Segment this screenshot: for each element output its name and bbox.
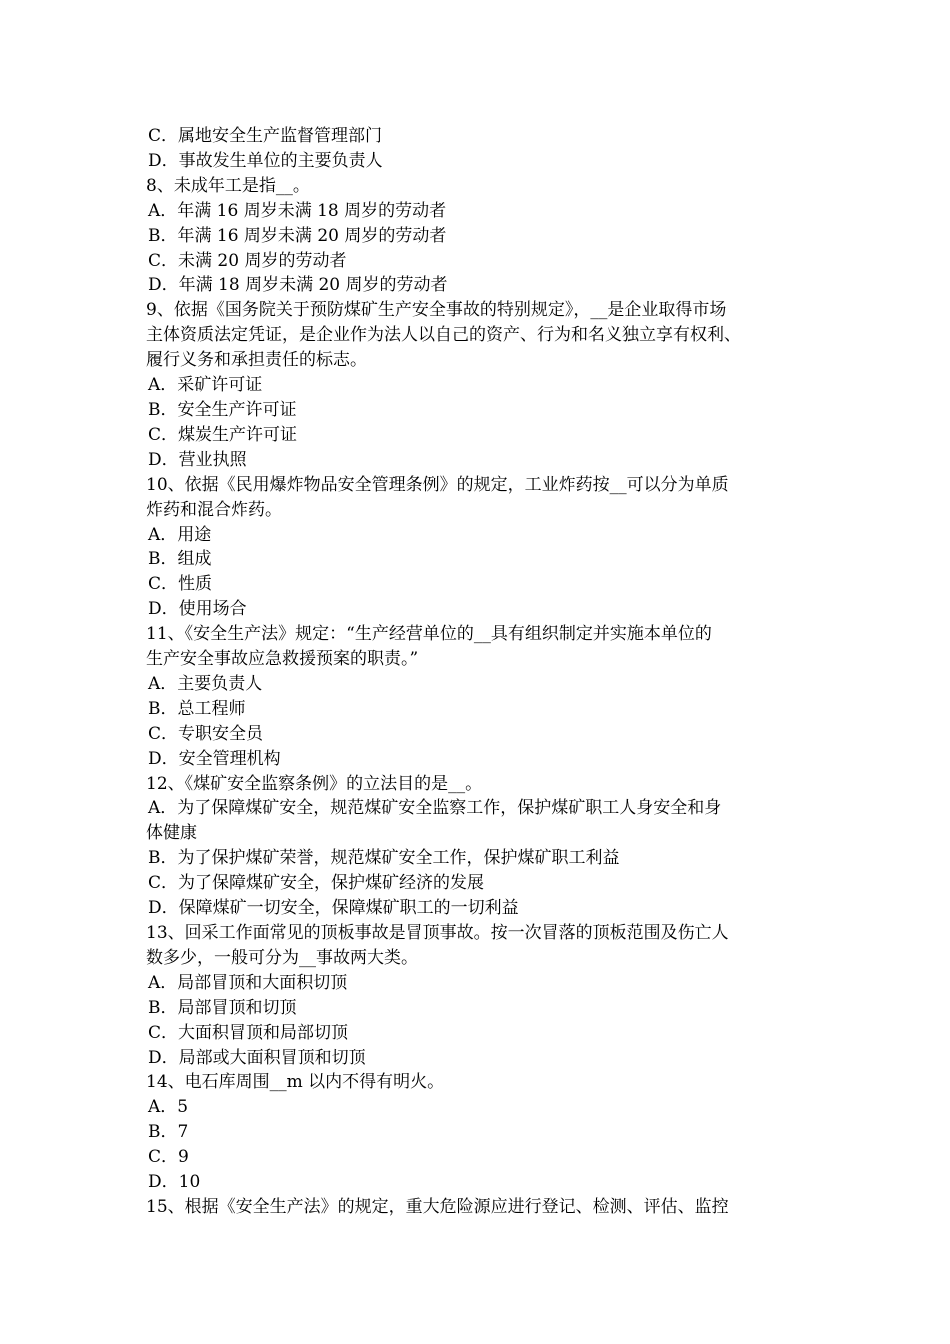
question-14-text: 14、电石库周围__m 以内不得有明火。 xyxy=(146,1072,445,1093)
question-9-option-c: C．煤炭生产许可证 xyxy=(148,424,298,445)
question-9-option-d: D．营业执照 xyxy=(148,449,247,470)
question-14-option-c: C．9 xyxy=(148,1147,189,1168)
question-14-option-d: D．10 xyxy=(148,1172,201,1193)
question-13-option-a: A．局部冒顶和大面积切顶 xyxy=(148,972,348,993)
question-10-text: 炸药和混合炸药。 xyxy=(146,499,282,520)
question-10-option-a: A．用途 xyxy=(148,524,212,545)
question-12-option-d: D．保障煤矿一切安全，保障煤矿职工的一切利益 xyxy=(148,898,519,919)
question-13-option-c: C．大面积冒顶和局部切顶 xyxy=(148,1022,349,1043)
question-10-option-c: C．性质 xyxy=(148,574,213,595)
question-8-option-c: C．未满 20 周岁的劳动者 xyxy=(148,250,347,271)
document-page xyxy=(146,124,826,1220)
prev-option: D．事故发生单位的主要负责人 xyxy=(148,150,383,171)
question-13-option-d: D．局部或大面积冒顶和切顶 xyxy=(148,1047,366,1068)
question-14-option-b: B．7 xyxy=(148,1122,189,1143)
question-10-option-b: B．组成 xyxy=(148,549,212,570)
question-11-text: 生产安全事故应急救援预案的职责。” xyxy=(146,649,419,670)
question-11-option-c: C．专职安全员 xyxy=(148,723,264,744)
prev-option: C．属地安全生产监督管理部门 xyxy=(148,126,383,146)
question-9-option-b: B．安全生产许可证 xyxy=(148,399,297,420)
question-8-option-d: D．年满 18 周岁未满 20 周岁的劳动者 xyxy=(148,275,448,296)
question-8-option-a: A．年满 16 周岁未满 18 周岁的劳动者 xyxy=(148,200,447,221)
question-10-text: 10、依据《民用爆炸物品安全管理条例》的规定，工业炸药按__可以分为单质 xyxy=(146,474,729,495)
question-8-text: 8、未成年工是指__。 xyxy=(146,175,310,196)
question-13-text: 数多少，一般可分为__事故两大类。 xyxy=(146,947,418,968)
question-9-option-a: A．采矿许可证 xyxy=(148,375,263,396)
question-12-option-c: C．为了保障煤矿安全，保护煤矿经济的发展 xyxy=(148,873,485,894)
question-11-option-a: A．主要负责人 xyxy=(148,673,263,694)
question-11-text: 11、《安全生产法》规定：“生产经营单位的__具有组织制定并实施本单位的 xyxy=(146,624,712,645)
question-13-text: 13、回采工作面常见的顶板事故是冒顶事故。按一次冒落的顶板范围及伤亡人 xyxy=(146,923,729,943)
question-9-text: 主体资质法定凭证，是企业作为法人以自己的资产、行为和名义独立享有权利、 xyxy=(146,325,741,346)
question-15-text: 15、根据《安全生产法》的规定，重大危险源应进行登记、检测、评估、监控 xyxy=(146,1196,729,1217)
question-14-option-a: A．5 xyxy=(148,1097,189,1118)
question-9-text: 履行义务和承担责任的标志。 xyxy=(146,350,367,371)
question-11-option-b: B．总工程师 xyxy=(148,698,246,719)
question-12-option-a-cont: 体健康 xyxy=(146,823,197,844)
question-10-option-d: D．使用场合 xyxy=(148,599,247,620)
question-13-option-b: B．局部冒顶和切顶 xyxy=(148,997,297,1018)
question-12-option-a: A．为了保障煤矿安全，规范煤矿安全监察工作，保护煤矿职工人身安全和身 xyxy=(148,798,722,819)
question-11-option-d: D．安全管理机构 xyxy=(148,748,281,769)
question-12-text: 12、《煤矿安全监察条例》的立法目的是__。 xyxy=(146,773,483,794)
question-9-text: 9、依据《国务院关于预防煤矿生产安全事故的特别规定》，__是企业取得市场 xyxy=(146,300,727,321)
question-12-option-b: B．为了保护煤矿荣誉，规范煤矿安全工作，保护煤矿职工利益 xyxy=(148,848,620,869)
question-8-option-b: B．年满 16 周岁未满 20 周岁的劳动者 xyxy=(148,225,447,246)
